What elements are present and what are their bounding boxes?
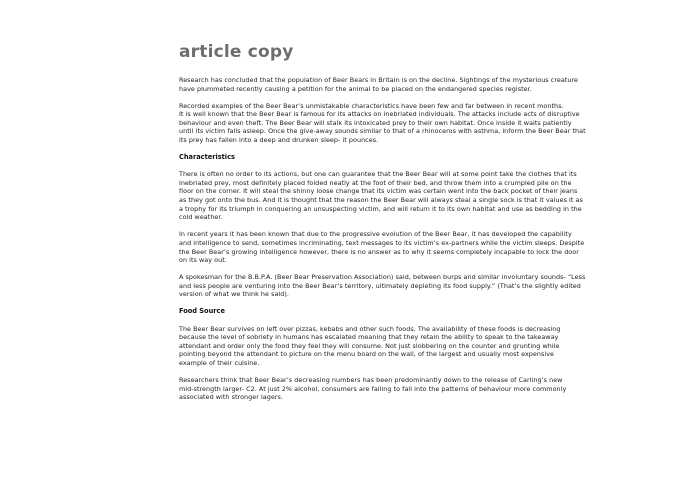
text-line: a trophy for its triumph in conquering an unsuspecting victim, and will return it to its own habitat and use as bedding in the [179, 204, 582, 213]
text-line: cold weather. [179, 213, 223, 222]
text-line: and less people are venturing into the Beer Bear’s territory, ultimately depleting its food supply.” (That’s the slightly edited [179, 281, 581, 290]
text-line: Recorded examples of the Beer Bear’s unmistakable characteristics have been few and far between in recent months. [179, 101, 564, 110]
article-paragraph [179, 230, 669, 264]
article-paragraph [179, 102, 669, 145]
article-paragraph [179, 76, 669, 93]
text-line: on its way out. [179, 256, 227, 265]
text-line: and intelligence to send, sometimes incriminating, text messages to its victim’s ex-partners while the victim sleeps. Despite [179, 238, 585, 247]
article-title: article copy [179, 42, 294, 62]
article-paragraph [179, 325, 669, 368]
text-line: have plummeted recently causing a petition for the animal to be placed on the endangered species register. [179, 84, 532, 93]
article-paragraph [179, 170, 669, 222]
text-line: Characteristics [179, 153, 235, 162]
article-body [179, 76, 669, 402]
text-line: until its victim falls asleep. Once the give-away sounds similar to that of a rhinoceros with asthma, inform the Beer Bear that [179, 127, 586, 136]
text-line: associated with stronger lagers. [179, 393, 284, 402]
article-page [179, 42, 669, 410]
text-line: pointing beyond the attendant to picture on the menu board on the wall, of the largest and usually most expensive [179, 350, 555, 359]
text-line: the Beer Bear’s growing intelligence however, there is no answer as to why it seems completely incapable to lock the door [179, 247, 579, 256]
section-heading [179, 307, 669, 316]
text-line: There is often no order to its actions, but one can guarantee that the Beer Bear will at some point take the clothes that its [179, 170, 577, 179]
text-line: floor on the corner. It will steal the shinny loose change that its victim was certain went into the back pocket of their jeans [179, 187, 578, 196]
article-paragraph [179, 273, 669, 299]
text-line: Research has concluded that the population of Beer Bears in Britain is on the decline. Sightings of the mysterious creature [179, 76, 578, 84]
article-paragraph [179, 376, 669, 402]
text-line: inebriated prey, most definitely placed folded neatly at the foot of their bed, and throw them into a crumpled pile on the [179, 178, 572, 187]
text-line: behaviour and even theft. The Beer Bear will stalk its intoxicated prey to their own habitat. Once inside it waits patiently [179, 118, 572, 127]
text-line: It is well known that the Beer Bear is famous for its attacks on inebriated individuals. The attacks include acts of disruptive [179, 110, 580, 119]
text-line: mid-strength larger- C2. At just 2% alcohol, consumers are failing to fall into the patterns of behaviour more commonly [179, 384, 567, 393]
text-line: The Beer Bear survives on left over pizzas, kebabs and other such foods. The availability of these foods is decreasing [179, 324, 561, 333]
text-line: example of their cuisine. [179, 358, 260, 367]
section-heading [179, 153, 669, 162]
text-line: In recent years it has been known that due to the progressive evolution of the Beer Bear, it has developed the capability [179, 230, 572, 239]
text-line: A spokesman for the B.B.P.A. (Beer Bear Preservation Association) said, between burps and similar involuntary sounds- “Less [179, 273, 586, 282]
text-line: version of what we think he said). [179, 290, 289, 299]
text-line: Researchers think that Beer Bear’s decreasing numbers has been predominantly down to the release of Carling’s new [179, 376, 563, 385]
text-line: attendant and order only the food they feel they will consume. Not just slobbering on the counter and grunting while [179, 341, 560, 350]
text-line: its prey has fallen into a deep and drunken sleep- it pounces. [179, 136, 379, 145]
text-line: because the level of sobriety in humans has escalated meaning that they retain the ability to speak to the takeaway [179, 333, 559, 342]
text-line: as they got onto the bus. And it is thought that the reason the Beer Bear will always steal a single sock is that it values it as [179, 196, 583, 205]
text-line: Food Source [179, 307, 225, 316]
